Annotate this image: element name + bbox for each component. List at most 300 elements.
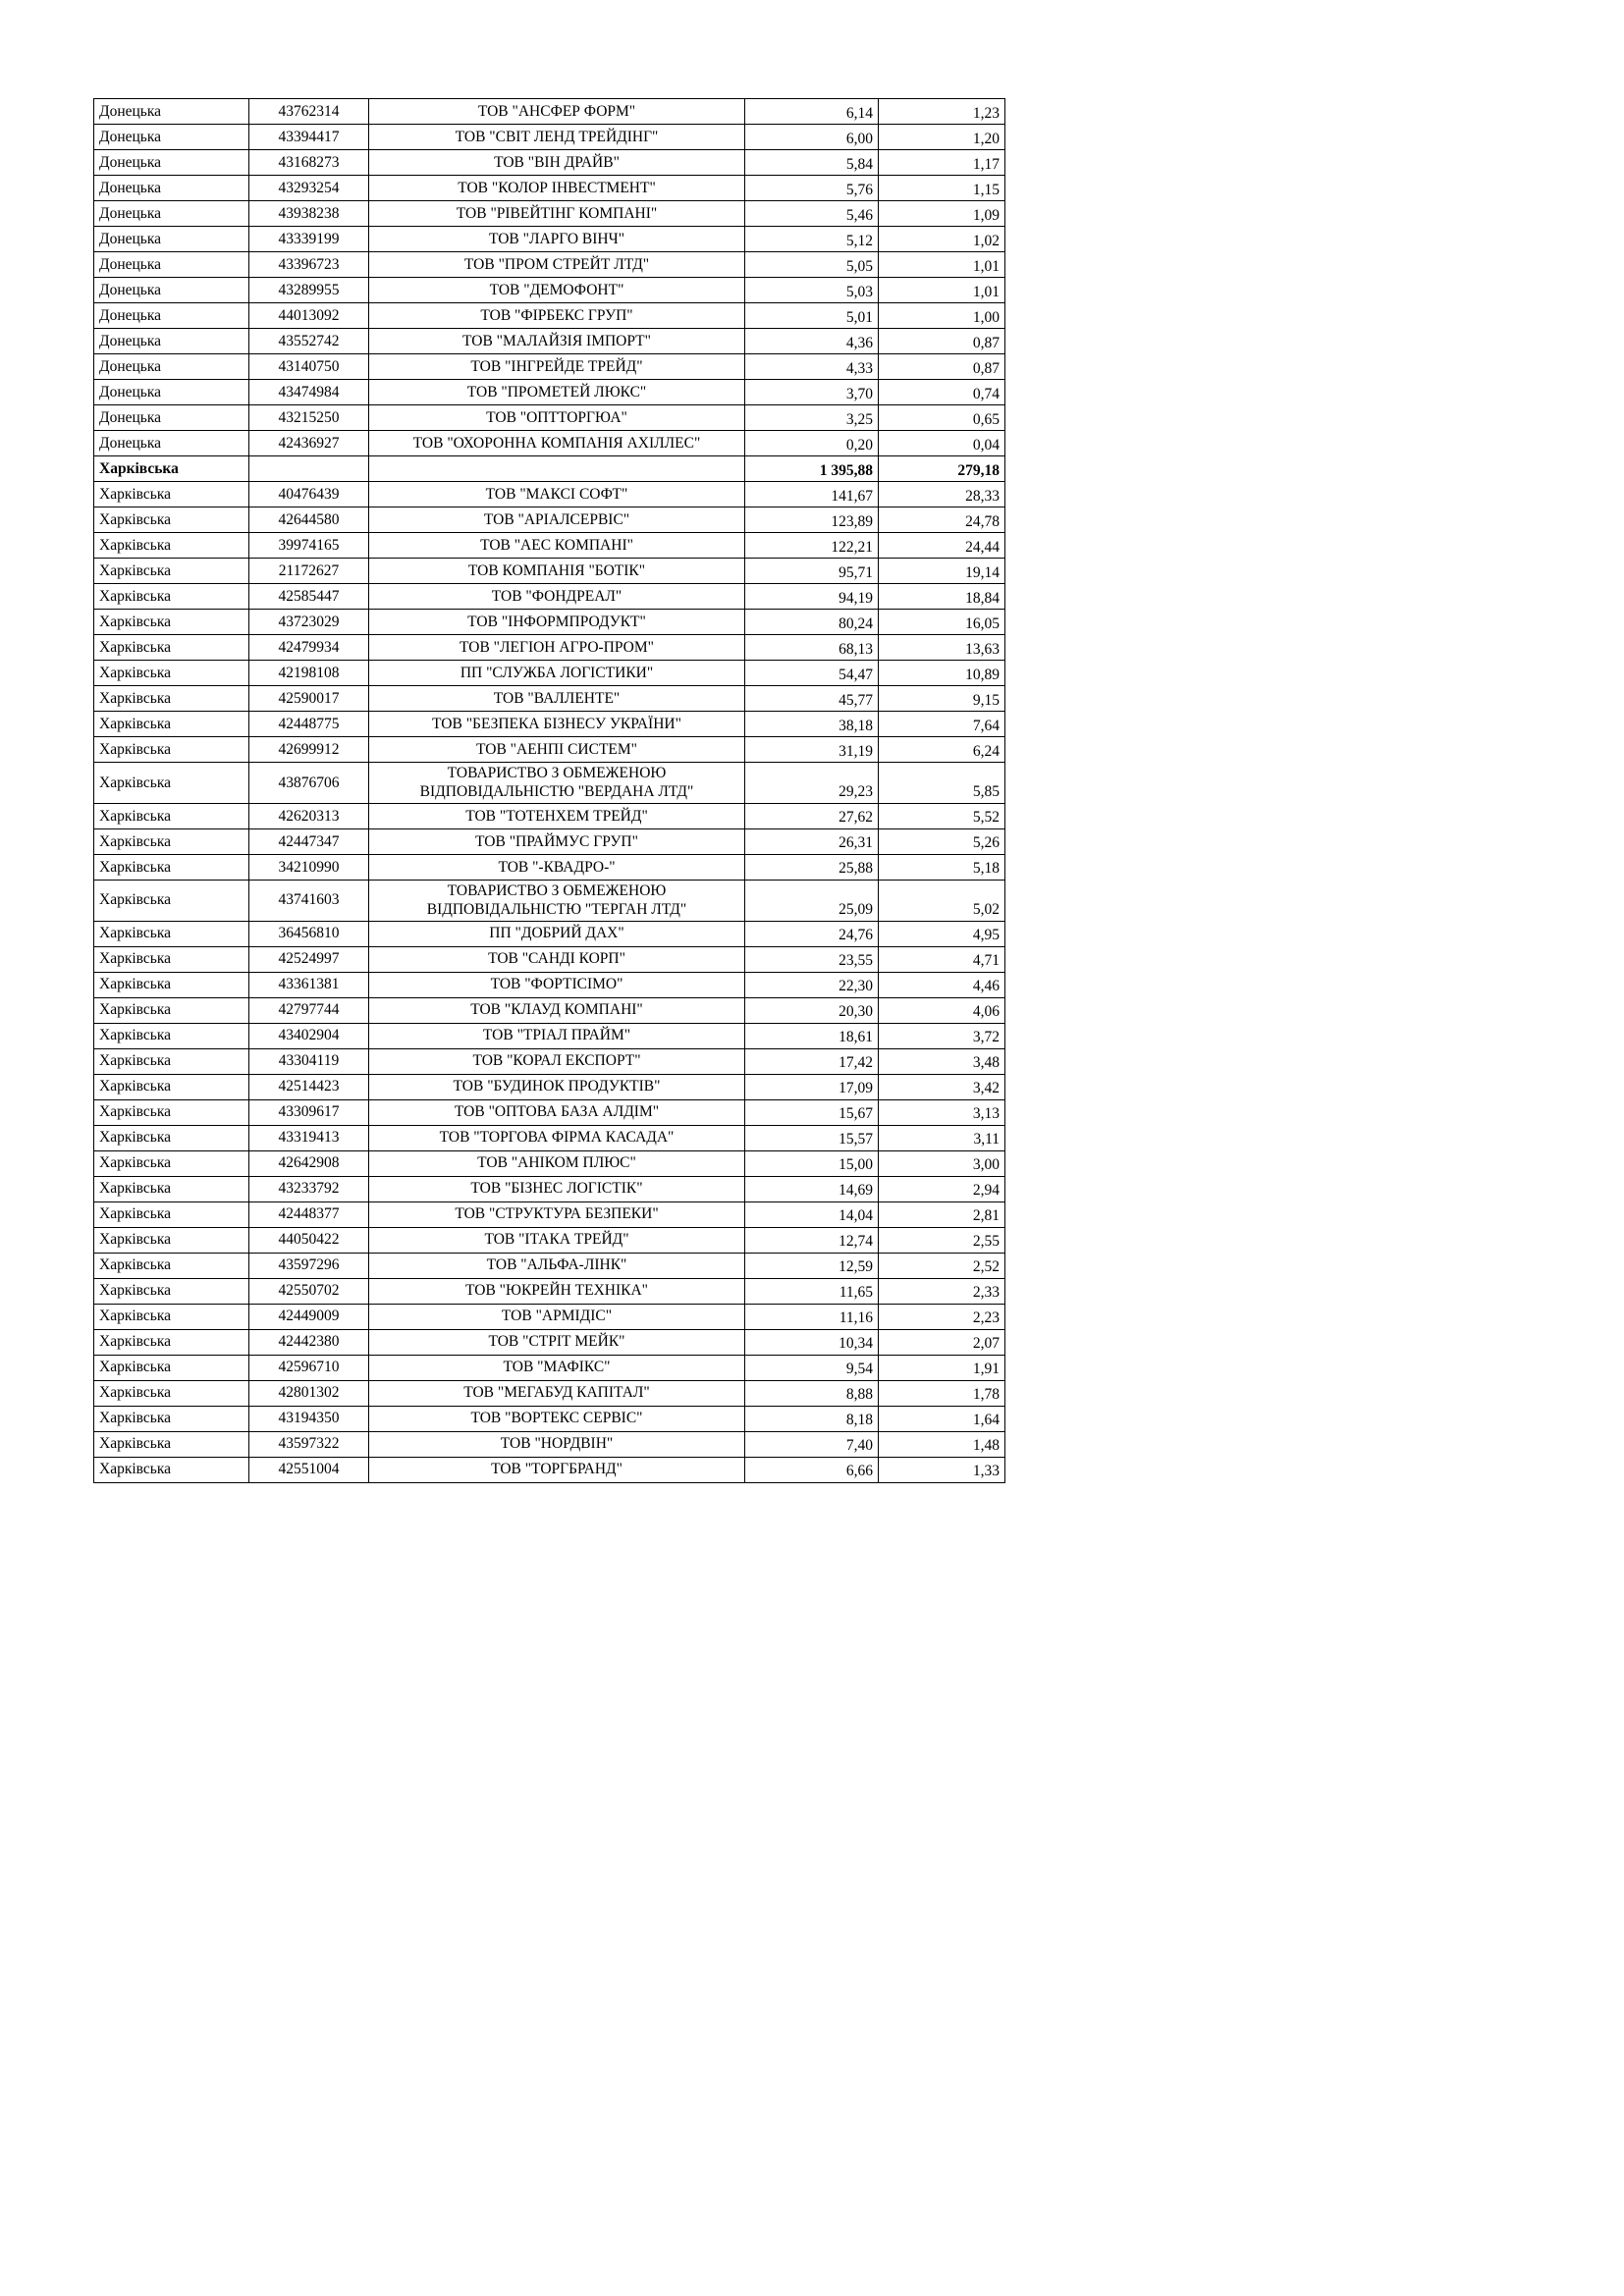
cell-name: ТОВ "ЛЕГІОН АГРО-ПРОМ" xyxy=(369,635,745,661)
cell-value1: 14,69 xyxy=(745,1176,879,1201)
cell-region: Харківська xyxy=(94,997,249,1023)
cell-code xyxy=(249,456,369,482)
cell-code: 44050422 xyxy=(249,1227,369,1253)
cell-value2: 2,33 xyxy=(879,1278,1005,1304)
cell-code: 43309617 xyxy=(249,1099,369,1125)
cell-region: Харківська xyxy=(94,1304,249,1329)
cell-name: ТОВ "ВІН ДРАЙВ" xyxy=(369,150,745,176)
cell-code: 43304119 xyxy=(249,1048,369,1074)
cell-name: ТОВ "АЛЬФА-ЛІНК" xyxy=(369,1253,745,1278)
cell-region: Харківська xyxy=(94,661,249,686)
cell-name: ТОВ "БЕЗПЕКА БІЗНЕСУ УКРАЇНИ" xyxy=(369,712,745,737)
cell-value1: 23,55 xyxy=(745,946,879,972)
table-row xyxy=(94,354,1005,380)
cell-value2: 2,07 xyxy=(879,1329,1005,1355)
cell-code: 43339199 xyxy=(249,227,369,252)
cell-value2: 4,71 xyxy=(879,946,1005,972)
cell-region: Донецька xyxy=(94,303,249,329)
table-row xyxy=(94,559,1005,584)
cell-name: ТОВ "НОРДВІН" xyxy=(369,1431,745,1457)
cell-value2: 13,63 xyxy=(879,635,1005,661)
cell-value2: 5,18 xyxy=(879,854,1005,880)
cell-region: Харківська xyxy=(94,1125,249,1150)
cell-value1: 141,67 xyxy=(745,482,879,507)
cell-name: ТОВ "МЕГАБУД КАПІТАЛ" xyxy=(369,1380,745,1406)
cell-value2: 3,48 xyxy=(879,1048,1005,1074)
cell-region: Харківська xyxy=(94,1457,249,1482)
table-row xyxy=(94,997,1005,1023)
cell-value1: 3,25 xyxy=(745,405,879,431)
table-row xyxy=(94,1355,1005,1380)
table-row xyxy=(94,1304,1005,1329)
cell-value1: 17,42 xyxy=(745,1048,879,1074)
cell-value1: 15,00 xyxy=(745,1150,879,1176)
cell-value2: 4,06 xyxy=(879,997,1005,1023)
cell-code: 43552742 xyxy=(249,329,369,354)
cell-value1: 11,16 xyxy=(745,1304,879,1329)
cell-value1: 3,70 xyxy=(745,380,879,405)
cell-value1: 1 395,88 xyxy=(745,456,879,482)
cell-value1: 12,59 xyxy=(745,1253,879,1278)
cell-region: Донецька xyxy=(94,99,249,125)
cell-name: ТОВ "ЛАРГО ВІНЧ" xyxy=(369,227,745,252)
cell-code: 43597296 xyxy=(249,1253,369,1278)
table-row xyxy=(94,150,1005,176)
table-row xyxy=(94,803,1005,828)
cell-region: Харківська xyxy=(94,610,249,635)
cell-value1: 15,67 xyxy=(745,1099,879,1125)
cell-value2: 24,78 xyxy=(879,507,1005,533)
cell-code: 42198108 xyxy=(249,661,369,686)
cell-value2: 1,23 xyxy=(879,99,1005,125)
table-row xyxy=(94,176,1005,201)
cell-value2: 5,85 xyxy=(879,763,1005,804)
cell-value1: 5,05 xyxy=(745,252,879,278)
cell-code: 43394417 xyxy=(249,125,369,150)
cell-name: ТОВ "ФОРТІСІМО" xyxy=(369,972,745,997)
cell-value1: 8,18 xyxy=(745,1406,879,1431)
cell-value1: 24,76 xyxy=(745,921,879,946)
table-row xyxy=(94,1278,1005,1304)
table-row xyxy=(94,405,1005,431)
cell-value2: 1,02 xyxy=(879,227,1005,252)
cell-code: 42550702 xyxy=(249,1278,369,1304)
cell-region: Харківська xyxy=(94,456,249,482)
cell-code: 43741603 xyxy=(249,880,369,921)
cell-value2: 4,95 xyxy=(879,921,1005,946)
table-row xyxy=(94,686,1005,712)
cell-code: 43194350 xyxy=(249,1406,369,1431)
cell-value2: 2,55 xyxy=(879,1227,1005,1253)
registry-table-body xyxy=(94,99,1005,1483)
cell-value2: 1,00 xyxy=(879,303,1005,329)
cell-code: 42524997 xyxy=(249,946,369,972)
table-row xyxy=(94,828,1005,854)
cell-region: Харківська xyxy=(94,1074,249,1099)
cell-region: Харківська xyxy=(94,584,249,610)
table-row xyxy=(94,507,1005,533)
cell-value2: 28,33 xyxy=(879,482,1005,507)
cell-name: ТОВ "СВІТ ЛЕНД ТРЕЙДІНГ" xyxy=(369,125,745,150)
cell-name: ТОВ "КЛАУД КОМПАНІ" xyxy=(369,997,745,1023)
cell-value1: 94,19 xyxy=(745,584,879,610)
table-row xyxy=(94,1125,1005,1150)
cell-region: Харківська xyxy=(94,1201,249,1227)
cell-value2: 2,94 xyxy=(879,1176,1005,1201)
cell-region: Харківська xyxy=(94,1227,249,1253)
cell-value1: 5,03 xyxy=(745,278,879,303)
cell-region: Харківська xyxy=(94,1150,249,1176)
cell-region: Харківська xyxy=(94,972,249,997)
cell-code: 42449009 xyxy=(249,1304,369,1329)
cell-name: ТОВ "СТРІТ МЕЙК" xyxy=(369,1329,745,1355)
cell-code: 42447347 xyxy=(249,828,369,854)
cell-value2: 1,09 xyxy=(879,201,1005,227)
cell-value1: 0,20 xyxy=(745,431,879,456)
cell-value2: 1,48 xyxy=(879,1431,1005,1457)
cell-name: ТОВ "ОПТОВА БАЗА АЛДІМ" xyxy=(369,1099,745,1125)
cell-region: Харківська xyxy=(94,1329,249,1355)
cell-value2: 6,24 xyxy=(879,737,1005,763)
cell-name: ТОВ "ВАЛЛЕНТЕ" xyxy=(369,686,745,712)
cell-code: 42442380 xyxy=(249,1329,369,1355)
cell-value1: 20,30 xyxy=(745,997,879,1023)
cell-value1: 22,30 xyxy=(745,972,879,997)
cell-value1: 29,23 xyxy=(745,763,879,804)
cell-value2: 2,81 xyxy=(879,1201,1005,1227)
cell-name: ТОВАРИСТВО З ОБМЕЖЕНОЮ ВІДПОВІДАЛЬНІСТЮ "ТЕРГАН ЛТД" xyxy=(369,880,745,921)
cell-region: Харківська xyxy=(94,1176,249,1201)
cell-name: ТОВ "ПРОМ СТРЕЙТ ЛТД" xyxy=(369,252,745,278)
cell-name: ТОВАРИСТВО З ОБМЕЖЕНОЮ ВІДПОВІДАЛЬНІСТЮ "ВЕРДАНА ЛТД" xyxy=(369,763,745,804)
table-row xyxy=(94,1457,1005,1482)
cell-code: 43361381 xyxy=(249,972,369,997)
cell-region: Донецька xyxy=(94,201,249,227)
cell-region: Харківська xyxy=(94,1253,249,1278)
cell-region: Харківська xyxy=(94,686,249,712)
cell-value2: 1,64 xyxy=(879,1406,1005,1431)
cell-region: Харківська xyxy=(94,880,249,921)
cell-value2: 2,52 xyxy=(879,1253,1005,1278)
table-row xyxy=(94,1227,1005,1253)
cell-region: Харківська xyxy=(94,1099,249,1125)
cell-name: ТОВ "ДЕМОФОНТ" xyxy=(369,278,745,303)
cell-value2: 1,17 xyxy=(879,150,1005,176)
cell-name: ТОВ "ПРАЙМУС ГРУП" xyxy=(369,828,745,854)
registry-table xyxy=(93,98,1005,1483)
cell-name: ТОВ "ТОРГОВА ФІРМА КАСАДА" xyxy=(369,1125,745,1150)
cell-name: ТОВ "ІНГРЕЙДЕ ТРЕЙД" xyxy=(369,354,745,380)
table-row xyxy=(94,252,1005,278)
cell-value2: 279,18 xyxy=(879,456,1005,482)
cell-code: 42448775 xyxy=(249,712,369,737)
cell-region: Донецька xyxy=(94,405,249,431)
cell-value2: 2,23 xyxy=(879,1304,1005,1329)
cell-region: Харківська xyxy=(94,854,249,880)
cell-value1: 25,09 xyxy=(745,880,879,921)
cell-code: 42436927 xyxy=(249,431,369,456)
cell-value2: 9,15 xyxy=(879,686,1005,712)
cell-value2: 3,00 xyxy=(879,1150,1005,1176)
table-row xyxy=(94,1048,1005,1074)
cell-value1: 123,89 xyxy=(745,507,879,533)
table-row xyxy=(94,584,1005,610)
cell-name: ТОВ "АЕС КОМПАНІ" xyxy=(369,533,745,559)
cell-value2: 4,46 xyxy=(879,972,1005,997)
cell-name: ТОВ "ІТАКА ТРЕЙД" xyxy=(369,1227,745,1253)
cell-value1: 10,34 xyxy=(745,1329,879,1355)
cell-name: ТОВ "КОЛОР ІНВЕСТМЕНТ" xyxy=(369,176,745,201)
table-row xyxy=(94,456,1005,482)
table-row xyxy=(94,763,1005,804)
cell-region: Харківська xyxy=(94,507,249,533)
cell-value1: 14,04 xyxy=(745,1201,879,1227)
table-row xyxy=(94,533,1005,559)
cell-code: 43168273 xyxy=(249,150,369,176)
cell-region: Донецька xyxy=(94,150,249,176)
cell-value1: 15,57 xyxy=(745,1125,879,1150)
table-row xyxy=(94,737,1005,763)
cell-region: Харківська xyxy=(94,1380,249,1406)
cell-value2: 5,26 xyxy=(879,828,1005,854)
table-row xyxy=(94,1099,1005,1125)
cell-region: Харківська xyxy=(94,921,249,946)
cell-value2: 1,33 xyxy=(879,1457,1005,1482)
table-row xyxy=(94,972,1005,997)
cell-value1: 31,19 xyxy=(745,737,879,763)
cell-code: 43233792 xyxy=(249,1176,369,1201)
cell-value2: 1,01 xyxy=(879,278,1005,303)
table-row xyxy=(94,431,1005,456)
cell-value2: 3,11 xyxy=(879,1125,1005,1150)
cell-value1: 5,76 xyxy=(745,176,879,201)
cell-value1: 26,31 xyxy=(745,828,879,854)
cell-code: 21172627 xyxy=(249,559,369,584)
cell-name: ТОВ "ФОНДРЕАЛ" xyxy=(369,584,745,610)
cell-code: 43474984 xyxy=(249,380,369,405)
cell-value1: 12,74 xyxy=(745,1227,879,1253)
cell-code: 34210990 xyxy=(249,854,369,880)
cell-value1: 68,13 xyxy=(745,635,879,661)
cell-value2: 1,20 xyxy=(879,125,1005,150)
cell-value2: 0,87 xyxy=(879,354,1005,380)
table-row xyxy=(94,1406,1005,1431)
cell-name: ТОВ "ВОРТЕКС СЕРВІС" xyxy=(369,1406,745,1431)
cell-code: 42590017 xyxy=(249,686,369,712)
cell-region: Харківська xyxy=(94,1355,249,1380)
cell-value1: 4,33 xyxy=(745,354,879,380)
cell-region: Харківська xyxy=(94,533,249,559)
cell-region: Харківська xyxy=(94,828,249,854)
table-row xyxy=(94,880,1005,921)
cell-region: Донецька xyxy=(94,380,249,405)
table-row xyxy=(94,329,1005,354)
cell-code: 42596710 xyxy=(249,1355,369,1380)
table-row xyxy=(94,946,1005,972)
cell-value1: 11,65 xyxy=(745,1278,879,1304)
cell-value2: 5,02 xyxy=(879,880,1005,921)
cell-value2: 24,44 xyxy=(879,533,1005,559)
table-row xyxy=(94,1176,1005,1201)
cell-region: Харківська xyxy=(94,1431,249,1457)
cell-name: ТОВ "ТОТЕНХЕМ ТРЕЙД" xyxy=(369,803,745,828)
cell-code: 44013092 xyxy=(249,303,369,329)
cell-code: 40476439 xyxy=(249,482,369,507)
cell-name: ТОВ КОМПАНІЯ "БОТІК" xyxy=(369,559,745,584)
table-row xyxy=(94,482,1005,507)
table-row xyxy=(94,201,1005,227)
cell-code: 43402904 xyxy=(249,1023,369,1048)
cell-code: 43293254 xyxy=(249,176,369,201)
cell-region: Донецька xyxy=(94,431,249,456)
cell-code: 42801302 xyxy=(249,1380,369,1406)
cell-name xyxy=(369,456,745,482)
table-row xyxy=(94,854,1005,880)
cell-name: ТОВ "АНСФЕР ФОРМ" xyxy=(369,99,745,125)
cell-name: ТОВ "КОРАЛ ЕКСПОРТ" xyxy=(369,1048,745,1074)
cell-value2: 1,91 xyxy=(879,1355,1005,1380)
cell-value1: 17,09 xyxy=(745,1074,879,1099)
cell-region: Харківська xyxy=(94,946,249,972)
cell-name: ПП "СЛУЖБА ЛОГІСТИКИ" xyxy=(369,661,745,686)
cell-value2: 10,89 xyxy=(879,661,1005,686)
cell-code: 42514423 xyxy=(249,1074,369,1099)
cell-value2: 1,15 xyxy=(879,176,1005,201)
cell-name: ТОВ "САНДІ КОРП" xyxy=(369,946,745,972)
cell-value1: 54,47 xyxy=(745,661,879,686)
cell-region: Харківська xyxy=(94,1278,249,1304)
cell-value1: 5,84 xyxy=(745,150,879,176)
cell-name: ТОВ "ТРІАЛ ПРАЙМ" xyxy=(369,1023,745,1048)
cell-value1: 27,62 xyxy=(745,803,879,828)
table-row xyxy=(94,1380,1005,1406)
cell-name: ТОВ "СТРУКТУРА БЕЗПЕКИ" xyxy=(369,1201,745,1227)
cell-name: ТОВ "ОПТТОРГЮА" xyxy=(369,405,745,431)
table-row xyxy=(94,303,1005,329)
table-row xyxy=(94,610,1005,635)
table-row xyxy=(94,1329,1005,1355)
cell-value1: 6,66 xyxy=(745,1457,879,1482)
cell-value1: 5,12 xyxy=(745,227,879,252)
cell-value1: 45,77 xyxy=(745,686,879,712)
table-row xyxy=(94,125,1005,150)
cell-region: Харківська xyxy=(94,635,249,661)
cell-region: Харківська xyxy=(94,1048,249,1074)
cell-code: 42585447 xyxy=(249,584,369,610)
cell-value2: 3,42 xyxy=(879,1074,1005,1099)
cell-code: 36456810 xyxy=(249,921,369,946)
cell-name: ТОВ "АНІКОМ ПЛЮС" xyxy=(369,1150,745,1176)
table-row xyxy=(94,278,1005,303)
cell-region: Донецька xyxy=(94,252,249,278)
cell-name: ТОВ "-КВАДРО-" xyxy=(369,854,745,880)
cell-name: ТОВ "РІВЕЙТІНГ КОМПАНІ" xyxy=(369,201,745,227)
cell-value1: 7,40 xyxy=(745,1431,879,1457)
cell-code: 42551004 xyxy=(249,1457,369,1482)
cell-value1: 25,88 xyxy=(745,854,879,880)
cell-name: ТОВ "МАФІКС" xyxy=(369,1355,745,1380)
cell-code: 43938238 xyxy=(249,201,369,227)
table-row xyxy=(94,1074,1005,1099)
table-row xyxy=(94,99,1005,125)
cell-value1: 8,88 xyxy=(745,1380,879,1406)
cell-region: Харківська xyxy=(94,1406,249,1431)
cell-name: ТОВ "ОХОРОННА КОМПАНІЯ АХІЛЛЕС" xyxy=(369,431,745,456)
cell-name: ПП "ДОБРИЙ ДАХ" xyxy=(369,921,745,946)
cell-value2: 3,72 xyxy=(879,1023,1005,1048)
cell-code: 42479934 xyxy=(249,635,369,661)
cell-name: ТОВ "БУДИНОК ПРОДУКТІВ" xyxy=(369,1074,745,1099)
cell-value1: 9,54 xyxy=(745,1355,879,1380)
cell-region: Харківська xyxy=(94,763,249,804)
cell-code: 43762314 xyxy=(249,99,369,125)
cell-value2: 16,05 xyxy=(879,610,1005,635)
cell-value1: 80,24 xyxy=(745,610,879,635)
cell-value2: 18,84 xyxy=(879,584,1005,610)
cell-name: ТОВ "ПРОМЕТЕЙ ЛЮКС" xyxy=(369,380,745,405)
cell-code: 43723029 xyxy=(249,610,369,635)
cell-name: ТОВ "ЮКРЕЙН ТЕХНІКА" xyxy=(369,1278,745,1304)
cell-value1: 18,61 xyxy=(745,1023,879,1048)
table-row xyxy=(94,380,1005,405)
table-row xyxy=(94,1150,1005,1176)
cell-name: ТОВ "МАКСІ СОФТ" xyxy=(369,482,745,507)
cell-name: ТОВ "ІНФОРМПРОДУКТ" xyxy=(369,610,745,635)
cell-value1: 4,36 xyxy=(745,329,879,354)
cell-value1: 5,01 xyxy=(745,303,879,329)
cell-value1: 6,14 xyxy=(745,99,879,125)
cell-name: ТОВ "ФІРБЕКС ГРУП" xyxy=(369,303,745,329)
cell-region: Харківська xyxy=(94,482,249,507)
cell-code: 43876706 xyxy=(249,763,369,804)
cell-value2: 0,04 xyxy=(879,431,1005,456)
cell-code: 43140750 xyxy=(249,354,369,380)
table-row xyxy=(94,661,1005,686)
cell-code: 42642908 xyxy=(249,1150,369,1176)
cell-region: Донецька xyxy=(94,227,249,252)
cell-region: Донецька xyxy=(94,125,249,150)
cell-region: Донецька xyxy=(94,278,249,303)
cell-name: ТОВ "МАЛАЙЗІЯ ІМПОРТ" xyxy=(369,329,745,354)
cell-code: 42448377 xyxy=(249,1201,369,1227)
table-row xyxy=(94,712,1005,737)
cell-code: 39974165 xyxy=(249,533,369,559)
table-row xyxy=(94,921,1005,946)
cell-region: Донецька xyxy=(94,354,249,380)
cell-code: 43396723 xyxy=(249,252,369,278)
cell-value1: 95,71 xyxy=(745,559,879,584)
cell-code: 43289955 xyxy=(249,278,369,303)
table-row xyxy=(94,1023,1005,1048)
cell-region: Харківська xyxy=(94,559,249,584)
cell-region: Харківська xyxy=(94,737,249,763)
cell-name: ТОВ "АРМІДІС" xyxy=(369,1304,745,1329)
table-row xyxy=(94,635,1005,661)
cell-value2: 3,13 xyxy=(879,1099,1005,1125)
cell-name: ТОВ "ТОРГБРАНД" xyxy=(369,1457,745,1482)
cell-value2: 0,65 xyxy=(879,405,1005,431)
cell-value1: 122,21 xyxy=(745,533,879,559)
cell-code: 43597322 xyxy=(249,1431,369,1457)
cell-code: 42620313 xyxy=(249,803,369,828)
cell-region: Харківська xyxy=(94,712,249,737)
table-row xyxy=(94,1253,1005,1278)
cell-value2: 0,74 xyxy=(879,380,1005,405)
cell-value2: 5,52 xyxy=(879,803,1005,828)
cell-code: 42797744 xyxy=(249,997,369,1023)
table-row xyxy=(94,1431,1005,1457)
cell-code: 43319413 xyxy=(249,1125,369,1150)
